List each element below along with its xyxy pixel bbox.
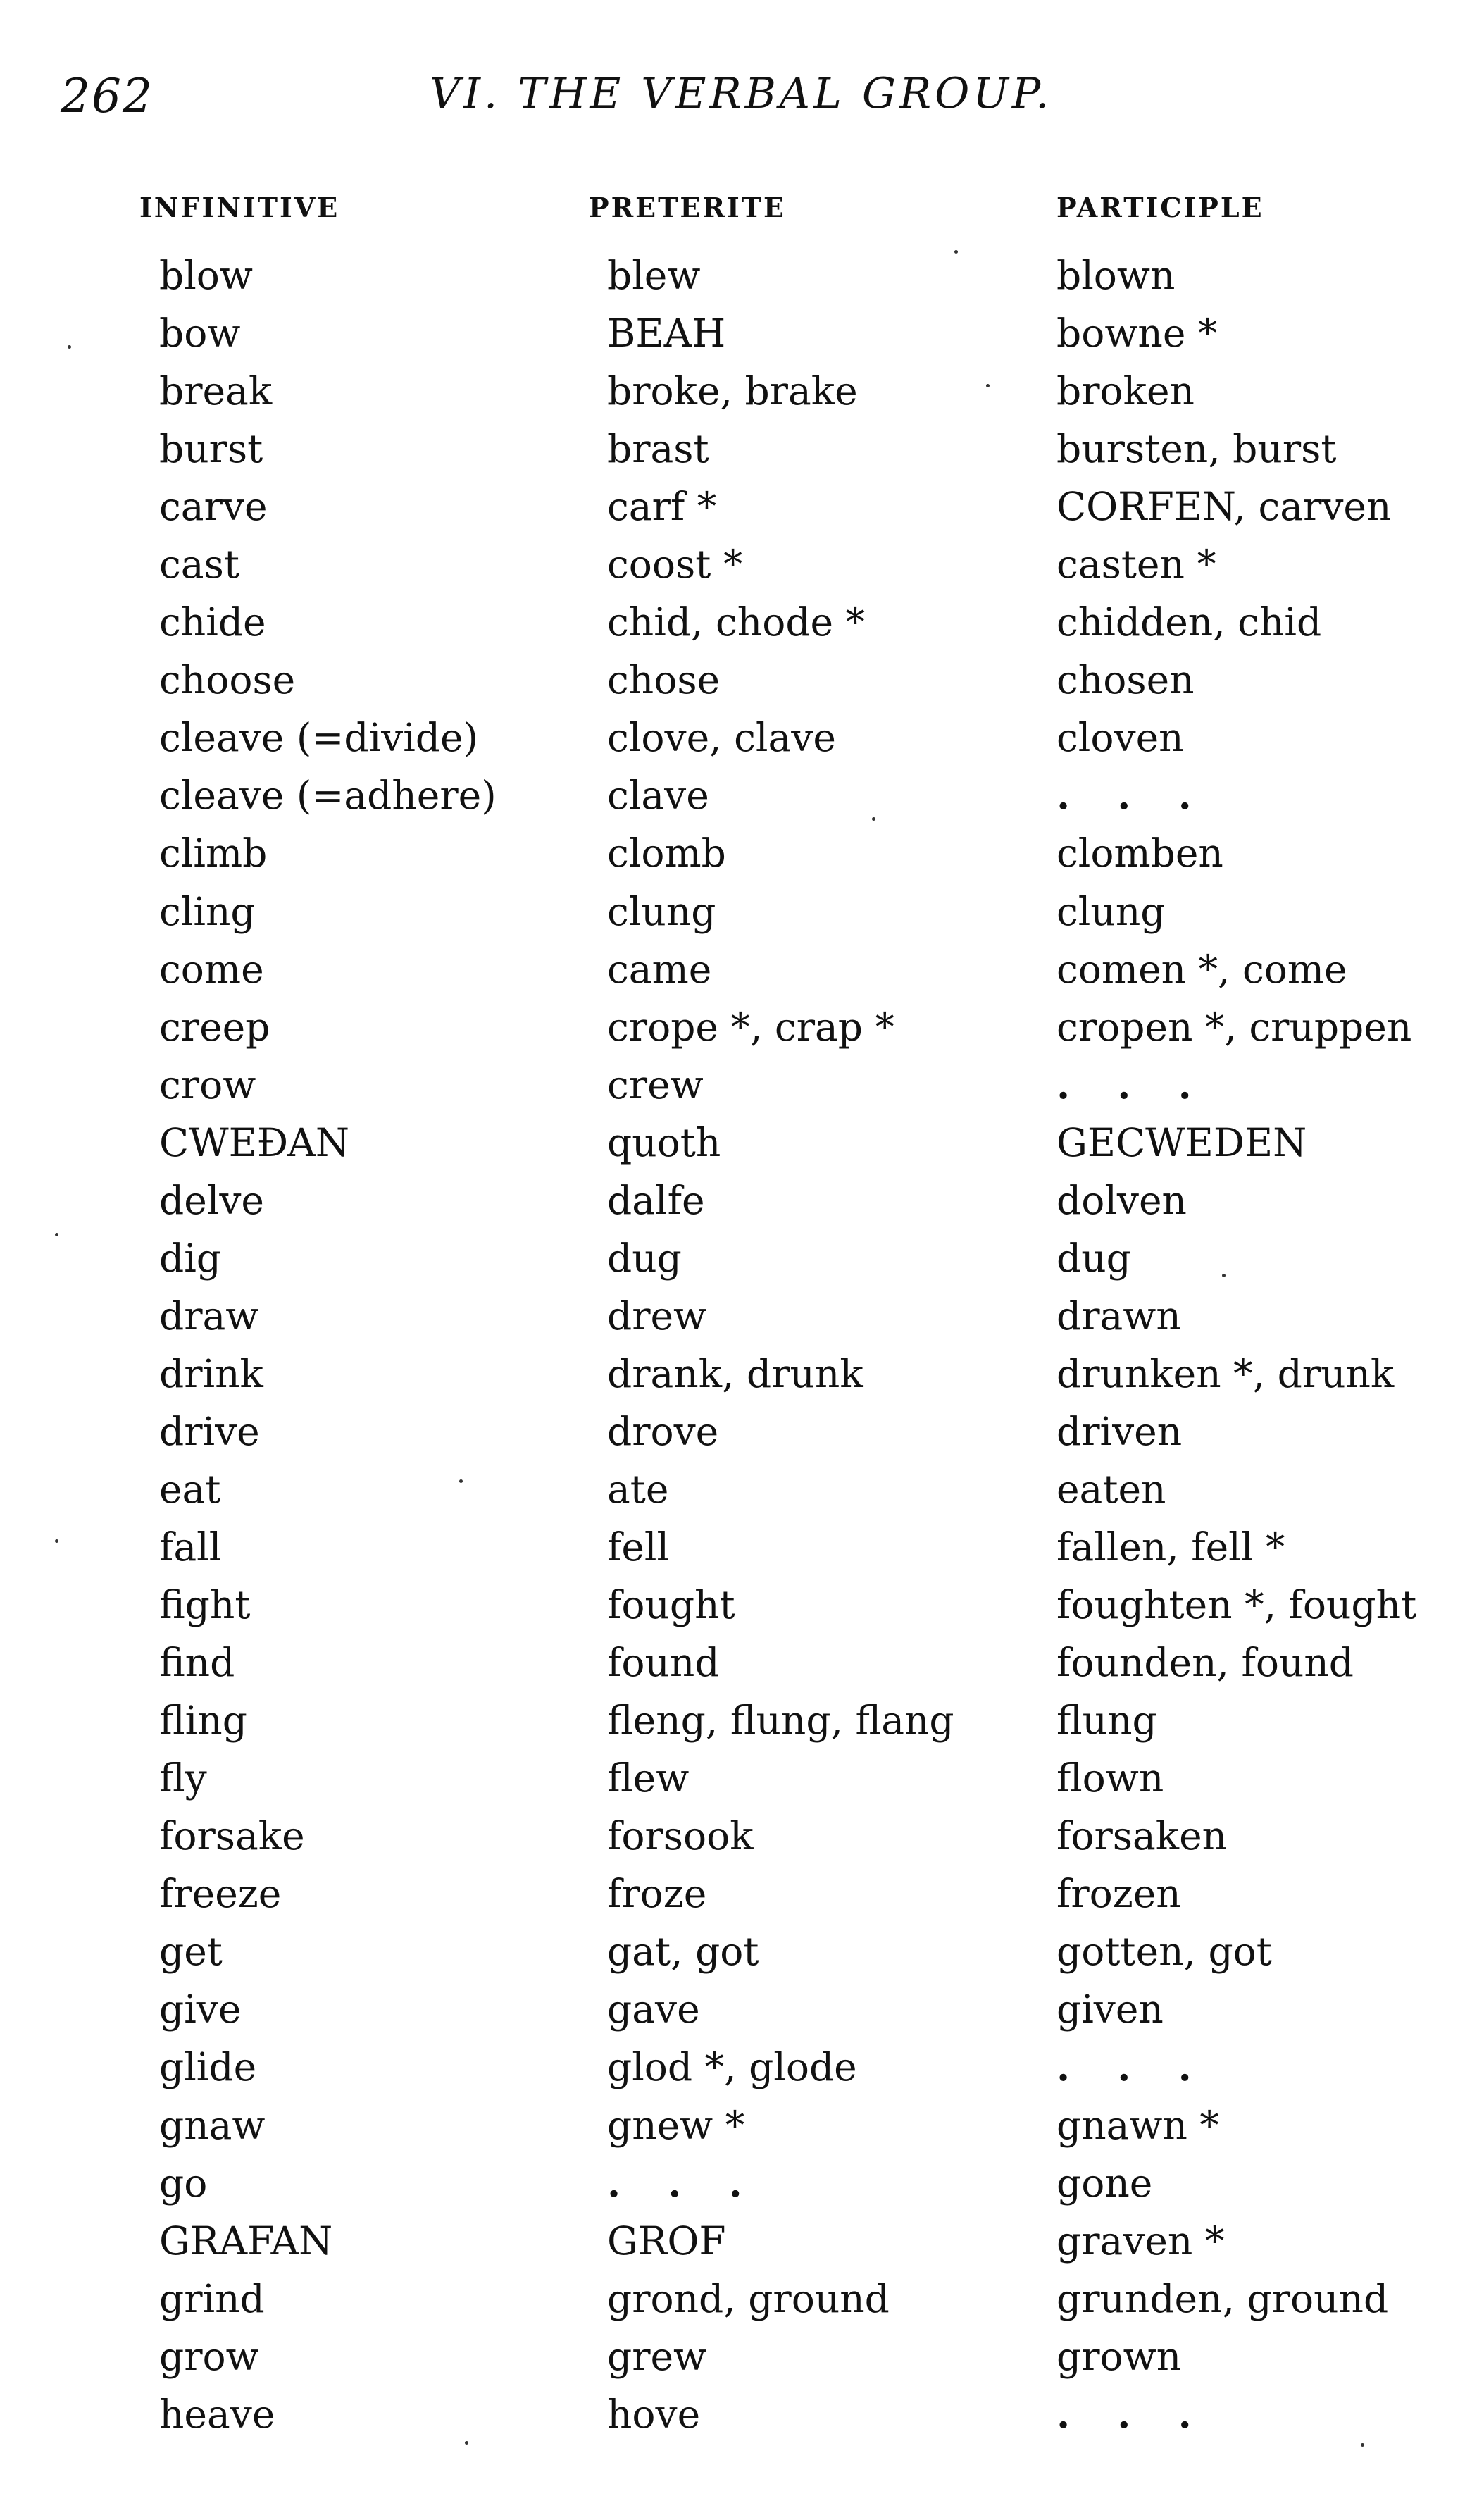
infinitive-cell: creep bbox=[159, 1004, 270, 1050]
participle-cell: eaten bbox=[1056, 1466, 1166, 1512]
preterite-cell: crope *, crap * bbox=[607, 1004, 894, 1050]
participle-cell: driven bbox=[1056, 1408, 1183, 1454]
participle-cell: grown bbox=[1056, 2333, 1182, 2379]
verb-row bbox=[0, 1576, 1484, 1634]
preterite-cell: dug bbox=[607, 1235, 682, 1281]
print-speck bbox=[986, 384, 990, 387]
verb-row bbox=[0, 593, 1484, 651]
verb-row bbox=[0, 2328, 1484, 2385]
infinitive-cell: come bbox=[159, 946, 264, 992]
verb-row bbox=[0, 1634, 1484, 1691]
verb-row bbox=[0, 2038, 1484, 2096]
infinitive-cell: crow bbox=[159, 1062, 256, 1107]
participle-cell: forsaken bbox=[1056, 1813, 1228, 1859]
preterite-cell: hove bbox=[607, 2391, 701, 2437]
verb-row bbox=[0, 1749, 1484, 1807]
preterite-cell: chid, chode * bbox=[607, 600, 866, 645]
verb-row bbox=[0, 420, 1484, 478]
verb-row bbox=[0, 1923, 1484, 1980]
verb-row bbox=[0, 2097, 1484, 2154]
preterite-cell: ate bbox=[607, 1466, 669, 1512]
preterite-cell: fleng, flung, flang bbox=[607, 1698, 954, 1744]
verb-row bbox=[0, 1287, 1484, 1345]
verb-row bbox=[0, 883, 1484, 940]
preterite-cell: clomb bbox=[607, 831, 726, 876]
participle-cell: dug bbox=[1056, 1235, 1131, 1281]
infinitive-cell: freeze bbox=[159, 1871, 282, 1917]
participle-cell: founden, found bbox=[1056, 1640, 1354, 1686]
participle-cell: grunden, ground bbox=[1056, 2275, 1389, 2321]
preterite-cell: grond, ground bbox=[607, 2275, 890, 2321]
infinitive-cell: give bbox=[159, 1987, 242, 2032]
preterite-cell: drank, drunk bbox=[607, 1350, 863, 1396]
preterite-cell: glod *, glode bbox=[607, 2044, 857, 2090]
running-head: VI. THE VERBAL GROUP. bbox=[430, 69, 1053, 118]
infinitive-cell: blow bbox=[159, 253, 253, 298]
preterite-cell: grew bbox=[607, 2333, 707, 2379]
infinitive-cell: carve bbox=[159, 484, 268, 530]
preterite-cell: found bbox=[607, 1640, 720, 1686]
verb-row bbox=[0, 1807, 1484, 1865]
print-speck bbox=[1361, 2443, 1364, 2447]
print-speck bbox=[459, 1479, 463, 1483]
preterite-cell: fought bbox=[607, 1582, 735, 1628]
participle-cell: bowne * bbox=[1056, 311, 1218, 356]
infinitive-cell: go bbox=[159, 2160, 208, 2206]
preterite-cell: crew bbox=[607, 1062, 704, 1107]
participle-cell: graven * bbox=[1056, 2218, 1225, 2264]
participle-cell: gnawn * bbox=[1056, 2102, 1219, 2148]
participle-cell: chidden, chid bbox=[1056, 600, 1322, 645]
verb-row bbox=[0, 362, 1484, 420]
infinitive-cell: fling bbox=[159, 1698, 247, 1744]
infinitive-cell: grind bbox=[159, 2275, 265, 2321]
participle-cell: broken bbox=[1056, 368, 1195, 414]
participle-cell: . . . bbox=[1056, 1061, 1209, 1107]
participle-cell: clomben bbox=[1056, 831, 1223, 876]
verb-row bbox=[0, 1403, 1484, 1460]
infinitive-cell: break bbox=[159, 368, 273, 414]
infinitive-cell: draw bbox=[159, 1293, 259, 1339]
participle-cell: bursten, burst bbox=[1056, 426, 1337, 472]
print-speck bbox=[954, 250, 958, 254]
infinitive-cell: GRAFAN bbox=[159, 2218, 333, 2264]
participle-cell: GECWEDEN bbox=[1056, 1119, 1307, 1165]
verb-row bbox=[0, 2212, 1484, 2270]
infinitive-cell: choose bbox=[159, 657, 296, 703]
preterite-cell: drew bbox=[607, 1293, 707, 1339]
verb-row bbox=[0, 247, 1484, 304]
preterite-cell: dalfe bbox=[607, 1177, 705, 1223]
participle-cell: foughten *, fought bbox=[1056, 1582, 1417, 1628]
verb-row bbox=[0, 651, 1484, 709]
verb-row bbox=[0, 1172, 1484, 1229]
infinitive-cell: cast bbox=[159, 542, 239, 588]
verb-row bbox=[0, 535, 1484, 593]
participle-cell: drunken *, drunk bbox=[1056, 1350, 1395, 1396]
print-speck bbox=[55, 1539, 58, 1543]
verb-row bbox=[0, 304, 1484, 362]
participle-cell: frozen bbox=[1056, 1871, 1181, 1917]
verb-row bbox=[0, 2270, 1484, 2328]
participle-cell: . . . bbox=[1056, 2044, 1209, 2090]
column-header-infinitive: INFINITIVE bbox=[139, 192, 340, 223]
preterite-cell: gave bbox=[607, 1987, 700, 2032]
infinitive-cell: get bbox=[159, 1929, 223, 1975]
preterite-cell: gnew * bbox=[607, 2102, 745, 2148]
print-speck bbox=[872, 817, 875, 821]
preterite-cell: flew bbox=[607, 1756, 690, 1801]
participle-cell: cloven bbox=[1056, 715, 1184, 761]
preterite-cell: clung bbox=[607, 888, 716, 934]
verb-row bbox=[0, 2154, 1484, 2212]
infinitive-cell: delve bbox=[159, 1177, 264, 1223]
infinitive-cell: dig bbox=[159, 1235, 222, 1281]
verb-row bbox=[0, 1691, 1484, 1749]
infinitive-cell: glide bbox=[159, 2044, 257, 2090]
preterite-cell: clove, clave bbox=[607, 715, 836, 761]
participle-cell: . . . bbox=[1056, 2390, 1209, 2437]
preterite-cell: brast bbox=[607, 426, 709, 472]
participle-cell: casten * bbox=[1056, 542, 1216, 588]
participle-cell: flown bbox=[1056, 1756, 1164, 1801]
infinitive-cell: forsake bbox=[159, 1813, 305, 1859]
verb-row bbox=[0, 2385, 1484, 2443]
preterite-cell: blew bbox=[607, 253, 701, 298]
participle-cell: . . . bbox=[1056, 772, 1209, 819]
participle-cell: drawn bbox=[1056, 1293, 1181, 1339]
verb-row bbox=[0, 998, 1484, 1056]
preterite-cell: coost * bbox=[607, 542, 743, 588]
preterite-cell: fell bbox=[607, 1524, 670, 1570]
participle-cell: given bbox=[1056, 1987, 1164, 2032]
verb-row bbox=[0, 1056, 1484, 1114]
print-speck bbox=[68, 345, 71, 349]
participle-cell: comen *, come bbox=[1056, 946, 1347, 992]
column-header-participle: PARTICIPLE bbox=[1056, 192, 1264, 223]
infinitive-cell: grow bbox=[159, 2333, 259, 2379]
participle-cell: dolven bbox=[1056, 1177, 1187, 1223]
infinitive-cell: fly bbox=[159, 1756, 207, 1801]
verb-row bbox=[0, 1865, 1484, 1923]
preterite-cell: chose bbox=[607, 657, 721, 703]
verb-row bbox=[0, 709, 1484, 766]
infinitive-cell: heave bbox=[159, 2391, 275, 2437]
preterite-cell: clave bbox=[607, 773, 709, 819]
infinitive-cell: find bbox=[159, 1640, 235, 1686]
infinitive-cell: climb bbox=[159, 831, 268, 876]
infinitive-cell: fall bbox=[159, 1524, 222, 1570]
verb-row bbox=[0, 1460, 1484, 1518]
column-header-preterite: PRETERITE bbox=[589, 192, 786, 223]
verb-row bbox=[0, 1114, 1484, 1172]
preterite-cell: . . . bbox=[607, 2159, 759, 2206]
preterite-cell: forsook bbox=[607, 1813, 754, 1859]
infinitive-cell: drive bbox=[159, 1408, 260, 1454]
preterite-cell: came bbox=[607, 946, 712, 992]
infinitive-cell: burst bbox=[159, 426, 263, 472]
verb-row bbox=[0, 940, 1484, 998]
participle-cell: flung bbox=[1056, 1698, 1157, 1744]
verb-row bbox=[0, 766, 1484, 824]
verb-table bbox=[0, 247, 1484, 2443]
preterite-cell: drove bbox=[607, 1408, 719, 1454]
infinitive-cell: CWEÐAN bbox=[159, 1119, 350, 1165]
infinitive-cell: drink bbox=[159, 1350, 263, 1396]
infinitive-cell: eat bbox=[159, 1466, 221, 1512]
participle-cell: clung bbox=[1056, 888, 1166, 934]
infinitive-cell: cleave (=divide) bbox=[159, 715, 479, 761]
preterite-cell: froze bbox=[607, 1871, 707, 1917]
participle-cell: gotten, got bbox=[1056, 1929, 1272, 1975]
infinitive-cell: bow bbox=[159, 311, 241, 356]
infinitive-cell: cleave (=adhere) bbox=[159, 773, 497, 819]
infinitive-cell: chide bbox=[159, 600, 266, 645]
participle-cell: fallen, fell * bbox=[1056, 1524, 1285, 1570]
print-speck bbox=[1222, 1274, 1226, 1277]
verb-row bbox=[0, 1345, 1484, 1403]
participle-cell: gone bbox=[1056, 2160, 1153, 2206]
preterite-cell: broke, brake bbox=[607, 368, 858, 414]
verb-row bbox=[0, 824, 1484, 882]
verb-row bbox=[0, 1980, 1484, 2038]
preterite-cell: BEAH bbox=[607, 311, 726, 356]
preterite-cell: gat, got bbox=[607, 1929, 759, 1975]
infinitive-cell: gnaw bbox=[159, 2102, 266, 2148]
verb-row bbox=[0, 478, 1484, 535]
verb-row bbox=[0, 1518, 1484, 1576]
page-number: 262 bbox=[61, 69, 154, 123]
verb-row bbox=[0, 1229, 1484, 1287]
preterite-cell: GROF bbox=[607, 2218, 726, 2264]
participle-cell: CORFEN, carven bbox=[1056, 484, 1392, 530]
participle-cell: chosen bbox=[1056, 657, 1195, 703]
preterite-cell: quoth bbox=[607, 1119, 721, 1165]
participle-cell: cropen *, cruppen bbox=[1056, 1004, 1412, 1050]
participle-cell: blown bbox=[1056, 253, 1176, 298]
print-speck bbox=[55, 1233, 58, 1236]
infinitive-cell: fight bbox=[159, 1582, 251, 1628]
print-speck bbox=[465, 2441, 468, 2445]
infinitive-cell: cling bbox=[159, 888, 256, 934]
preterite-cell: carf * bbox=[607, 484, 717, 530]
